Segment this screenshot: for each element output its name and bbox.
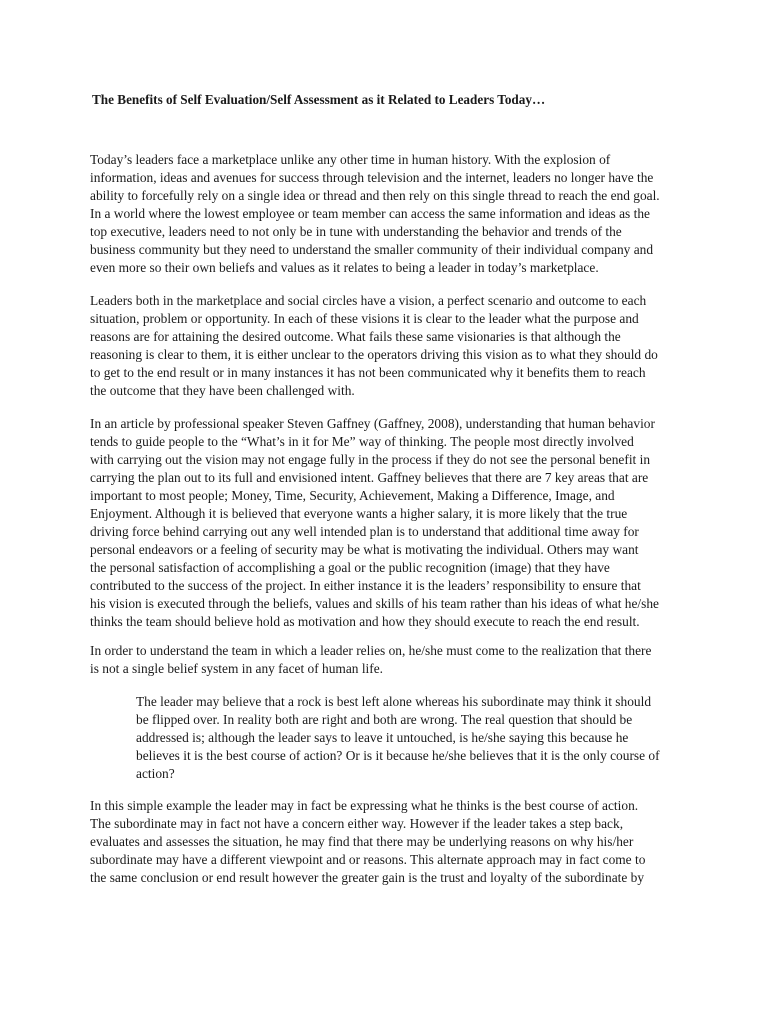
text-line: with carrying out the vision may not engage fully in the process if they do not see the personal benefit in (90, 452, 651, 467)
body-paragraph (90, 292, 686, 400)
text-line: top executive, leaders need to not only be in tune with understanding the behavior and trends of the (90, 224, 622, 239)
text-line: business community but they need to understand the smaller community of their individual company and (90, 242, 654, 257)
text-line: the same conclusion or end result however the greater gain is the trust and loyalty of the subordinate by (90, 870, 645, 885)
text-line: Today’s leaders face a marketplace unlike any other time in human history. With the explosion of (90, 152, 611, 167)
text-line: the personal satisfaction of accomplishing a goal or the public recognition (image) that they have (90, 560, 610, 575)
text-line: The leader may believe that a rock is best left alone whereas his subordinate may think it should (136, 694, 652, 709)
text-line: reasons are for attaining the desired outcome. What fails these same visionaries is that although the (90, 329, 621, 344)
text-line: subordinate may have a different viewpoint and or reasons. This alternate approach may in fact come to (90, 852, 646, 867)
text-line: evaluates and assesses the situation, he may find that there may be underlying reasons on why his/her (90, 834, 634, 849)
block-quote (136, 693, 688, 783)
body-paragraph (90, 151, 686, 277)
text-line: is not a single belief system in any facet of human life. (90, 661, 384, 676)
text-line: the outcome that they have been challenged with. (90, 383, 355, 398)
text-line: carrying the plan out to its full and envisioned intent. Gaffney believes that there are 7 key areas that are (90, 470, 649, 485)
text-line: even more so their own beliefs and values as it relates to being a leader in today’s marketplace. (90, 260, 599, 275)
text-line: his vision is executed through the beliefs, values and skills of his team rather than his ideas of what he/she (90, 596, 659, 611)
text-line: important to most people; Money, Time, Security, Achievement, Making a Difference, Image, and (90, 488, 615, 503)
body-paragraph (90, 642, 686, 678)
body-paragraph (90, 797, 686, 887)
text-line: The subordinate may in fact not have a concern either way. However if the leader takes a step back, (90, 816, 624, 831)
text-line: Enjoyment. Although it is believed that everyone wants a higher salary, it is more likely that the true (90, 506, 628, 521)
text-line: Leaders both in the marketplace and social circles have a vision, a perfect scenario and outcome to each (90, 293, 647, 308)
text-line: reasoning is clear to them, it is either unclear to the operators driving this vision as to what they should do (90, 347, 658, 362)
text-line: information, ideas and avenues for success through television and the internet, leaders no longer have the (90, 170, 654, 185)
text-line: ability to forcefully rely on a single idea or thread and then rely on this single thread to reach the end goal. (90, 188, 660, 203)
text-line: In an article by professional speaker Steven Gaffney (Gaffney, 2008), understanding that human behavior (90, 416, 655, 431)
text-line: action? (136, 766, 175, 781)
text-line: be flipped over. In reality both are right and both are wrong. The real question that should be (136, 712, 633, 727)
text-line: driving force behind carrying out any well intended plan is to understand that additional time away for (90, 524, 639, 539)
text-line: addressed is; although the leader says to leave it untouched, is he/she saying this because he (136, 730, 629, 745)
text-line: to get to the end result or in many instances it has not been communicated why it benefits them to reach (90, 365, 646, 380)
body-paragraph (90, 415, 686, 631)
text-line: believes it is the best course of action? Or is it because he/she believes that it is the only course of (136, 748, 660, 763)
text-line: In this simple example the leader may in fact be expressing what he thinks is the best course of action. (90, 798, 639, 813)
text-line: thinks the team should believe hold as motivation and how they should execute to reach the end result. (90, 614, 640, 629)
text-line: personal endeavors or a feeling of security may be what is motivating the individual. Others may want (90, 542, 639, 557)
document-title: The Benefits of Self Evaluation/Self Assessment as it Related to Leaders Today… (92, 92, 546, 107)
text-line: contributed to the success of the project. In either instance it is the leaders’ responsibility to ensure that (90, 578, 641, 593)
text-line: In order to understand the team in which a leader relies on, he/she must come to the realization that there (90, 643, 652, 658)
text-line: situation, problem or opportunity. In each of these visions it is clear to the leader what the purpose and (90, 311, 639, 326)
text-line: In a world where the lowest employee or team member can access the same information and ideas as the (90, 206, 650, 221)
text-line: tends to guide people to the “What’s in it for Me” way of thinking. The people most directly involved (90, 434, 634, 449)
